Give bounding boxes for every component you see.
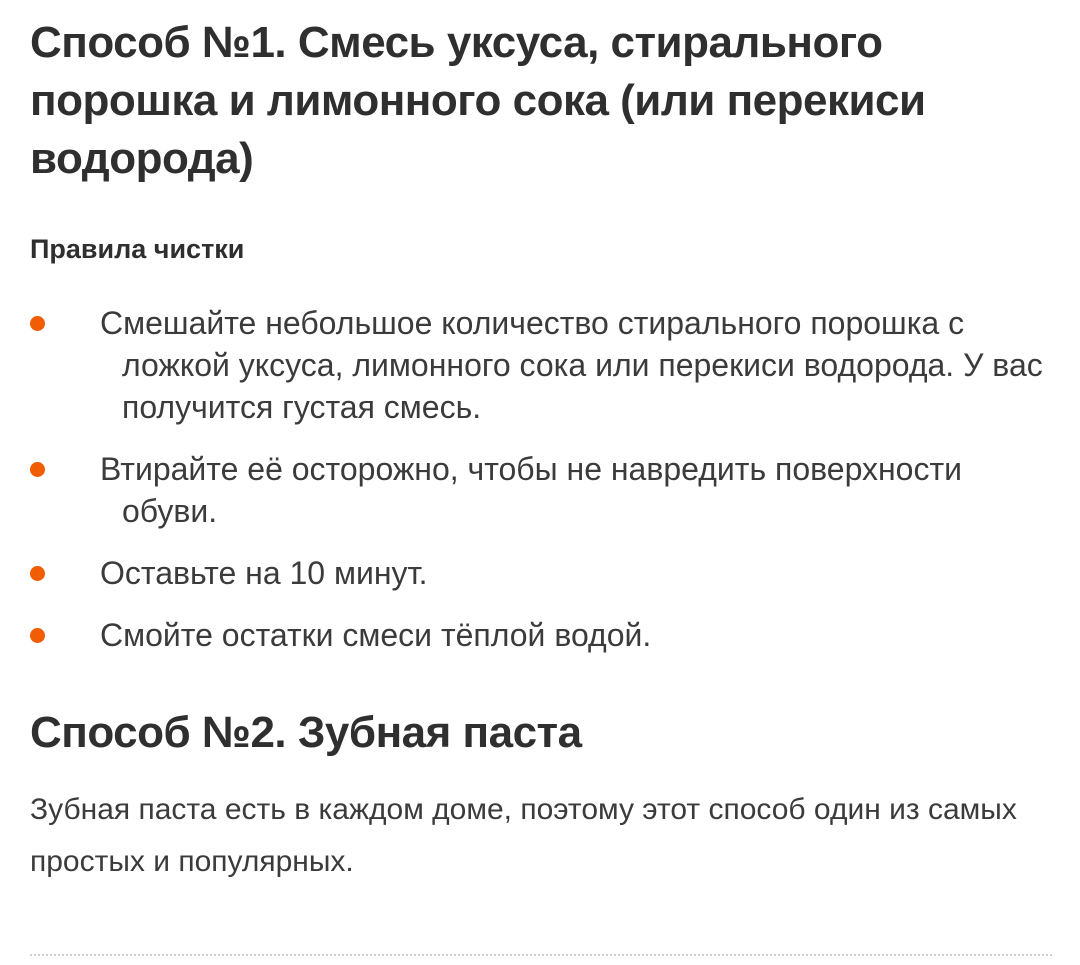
step-text: Смешайте небольшое количество стирального порошка с ложкой уксуса, лимонного сока или перекиси водорода. У вас получится густая смесь. [100, 305, 1043, 425]
bullet-icon [30, 462, 45, 477]
cleaning-steps-list [30, 302, 1060, 656]
bullet-icon [30, 628, 45, 643]
list-item [30, 552, 1060, 594]
step-text: Смойте остатки смеси тёплой водой. [100, 617, 652, 653]
list-item [30, 614, 1060, 656]
bullet-icon [30, 316, 45, 331]
step-text: Оставьте на 10 минут. [100, 555, 428, 591]
list-item [30, 302, 1060, 428]
bullet-icon [30, 566, 45, 581]
cleaning-rules-subheading: Правила чистки [30, 234, 245, 264]
section-divider [30, 954, 1052, 956]
list-item [30, 448, 1060, 532]
method-2-title: Способ №2. Зубная паста [30, 708, 582, 757]
step-text: Втирайте её осторожно, чтобы не навредить поверхности обуви. [100, 451, 962, 529]
method-2-intro: Зубная паста есть в каждом доме, поэтому этот способ один из самых простых и популярных. [30, 793, 1017, 878]
article-content [30, 14, 1060, 888]
method-1-title: Способ №1. Смесь уксуса, стирального порошка и лимонного сока (или перекиси водорода) [30, 18, 926, 183]
